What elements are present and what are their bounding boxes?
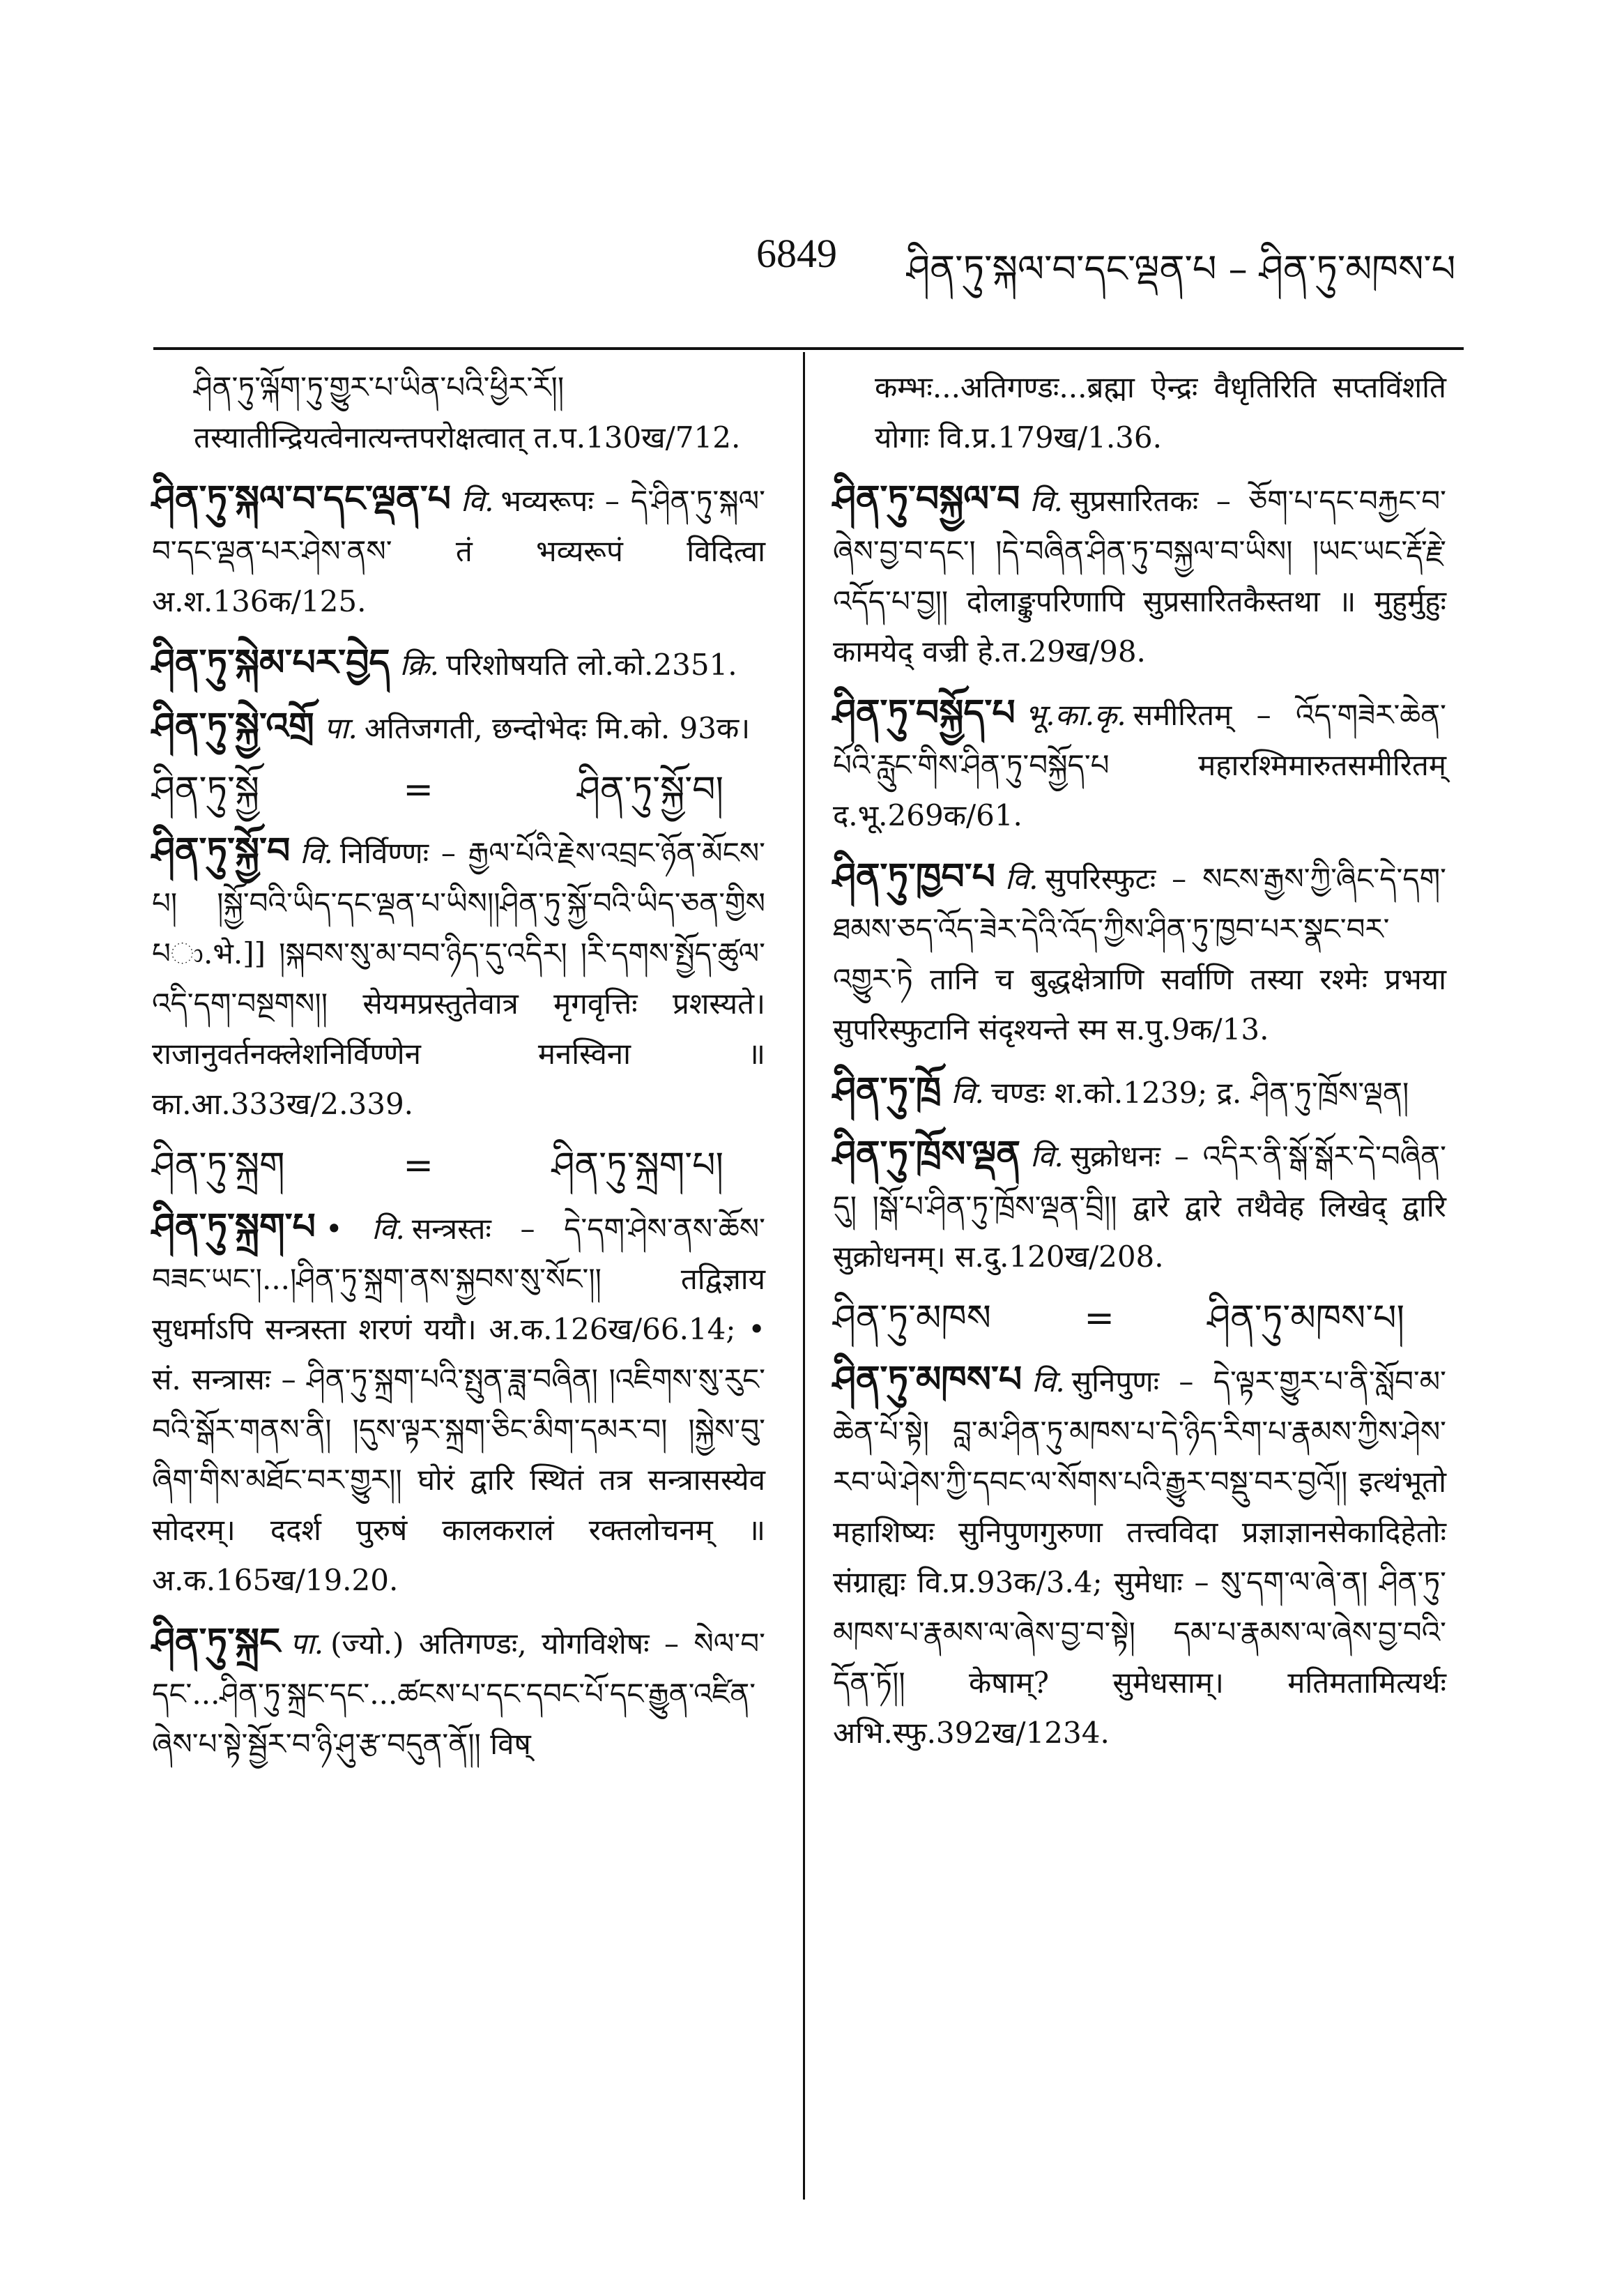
cross-reference-entry [152,1141,765,1191]
dictionary-entry [152,1617,765,1769]
headword: ཤིན་ཏུ་སྐལ་བ་དང་ལྡན་པ [152,478,451,520]
header-rule [153,347,1464,350]
entry-body: भव्यरूपः – དེ་ཤིན་ཏུ་སྐལ་བ་དང་ལྡན་པར་ཤེས་ནས་ तं भव्यरूपं विदित्वा अ.श.136क/125. [152,484,765,618]
headword: ཤིན་ཏུ་སྐྱེ་འགྲོ [152,705,314,747]
entry-body: सुपरिस्फुटः – སངས་རྒྱས་ཀྱི་ཞིང་དེ་དག་ཐམས་ཅད་འོད་ཟེར་དེའི་འོད་ཀྱིས་ཤིན་ཏུ་ཁྱབ་པར་སྣང་བར་འགྱུར་ཏེ तानि च बुद्धक्षेत्राणि सर्वाणि तस्या रश्मेः प्रभया सुपरिस्फुटानि संदृश्यन्ते स्म स.पु.9क/13. [833,862,1446,1046]
running-head: ཤིན་ཏུ་སྐལ་བ་དང་ལྡན་པ – ཤིན་ཏུ་མཁས་པ [906,247,1456,291]
cross-reference-entry [152,765,765,815]
dictionary-entry [152,1202,765,1606]
right-column [833,363,1446,1769]
cross-reference-target: ཤིན་ཏུ་མཁས་པ། [1207,1297,1404,1339]
equals-sign: = [403,1145,434,1187]
left-column [152,363,765,1781]
headword: ཤིན་ཏུ་བསྐྱལ་བ [833,478,1020,520]
part-of-speech: वि. [1032,1364,1065,1399]
part-of-speech: क्रि. [399,648,440,682]
headword: ཤིན་ཏུ་ཁྲོས་ལྡན [833,1133,1021,1175]
dictionary-entry [833,1355,1446,1758]
entry-body: चण्डः श.को.1239; द्र. ཤིན་ཏུ་ཁྲོས་ལྡན། [990,1076,1409,1110]
dictionary-entry [152,638,765,690]
entry-body: समीरितम् – འོད་གཟེར་ཆེན་པོའི་རླུང་གིས་ཤིན་ཏུ་བསྐྱོད་པ महारश्मिमारुतसमीरितम् द.भू.269क/61. [833,698,1446,832]
headword: ཤིན་ཏུ་སྐྲག་པ [152,1205,316,1248]
headword: ཤིན་ཏུ་ཁྲོ [833,1069,942,1112]
entry-continuation [152,363,765,463]
entry-continuation [833,363,1446,463]
dictionary-entry [833,474,1446,677]
headword: ཤིན་ཏུ་བསྐྱོད་པ [833,692,1016,734]
part-of-speech: वि. [1030,1139,1064,1173]
dictionary-entry [833,1129,1446,1282]
dictionary-entry [152,826,765,1129]
part-of-speech: वि. [1029,484,1063,518]
dictionary-entry [833,688,1446,841]
part-of-speech: • वि. [325,1212,405,1246]
part-of-speech: वि. [951,1076,984,1110]
cross-reference-target: ཤིན་ཏུ་སྐྱོ་བ། [577,769,723,811]
cross-reference-target: ཤིན་ཏུ་སྐྲག་པ། [551,1145,723,1187]
entry-body: सुप्रसारितकः – ཅོག་པ་དང་བརྐྱང་བ་ཞེས་བྱ་བ་དང་། །དེ་བཞིན་ཤིན་ཏུ་བསྐྱལ་བ་ཡིས། །ཡང་ཡང་རྡོ་རྗེ་འདོད་པ་བྱ།། दोलाङ्कुपरिणापि सुप्रसारितकैस्तथा ॥ मुहुर्मुहुः कामयेद् वज्री हे.त.29ख/98. [833,484,1446,669]
entry-body: (ज्यो.) अतिगण्डः, योगविशेषः – སེལ་བ་དང་...ཤིན་ཏུ་སྐྲང་དང་...ཚངས་པ་དང་དབང་པོ་དང་རྒྱུན་འཛིན་ཞེས་པ་སྟེ་སྦྱོར་བ་ཉི་ཤུ་རྩ་བདུན་ནོ།། विष् [152,1626,765,1761]
cross-reference-entry [833,1293,1446,1343]
part-of-speech: पा. [323,711,358,745]
part-of-speech: पा. [290,1626,324,1661]
entry-body: निर्विण्णः – རྒྱལ་པོའི་རྗེས་འབྲང་ཉོན་མོངས་པ། །སྐྱོ་བའི་ཡིད་དང་ལྡན་པ་ཡིས།།ཤིན་ཏུ་སྐྱོ་བའི་ཡིད་ཅན་གྱིས པා.भे.]] །སྐབས་སུ་མ་བབ་ཉིད་དུ་འདིར། །རི་དགས་སྤྱོད་ཚུལ་འདི་དག་བསྔགས།། सेयमप्रस्तुतेवात्र मृगवृत्तिः प्रशस्यते। राजानुवर्तनक्लेशनिर्विण्णेन मनस्विना ॥ का.आ.333ख/2.339. [152,836,765,1121]
entry-body: ཤིན་ཏུ་ལྐོག་ཏུ་གྱུར་པ་ཡིན་པའི་ཕྱིར་རོ།། तस्यातीन्द्रियत्वेनात्यन्तपरोक्षत्वात् त.प.130ख/712. [194,370,741,455]
headword: ཤིན་ཏུ་སྐྲག [152,1145,285,1187]
entry-body: सुनिपुणः – དེ་ལྟར་གྱུར་པ་ནི་སློབ་མ་ཆེན་པོ་སྟེ། བླ་མ་ཤིན་ཏུ་མཁས་པ་དེ་ཉིད་རིག་པ་རྣམས་ཀྱིས་ཤེས་རབ་ཡེ་ཤེས་ཀྱི་དབང་ལ་སོགས་པའི་རྒྱུར་བསྡུ་བར་བྱའོ།། इत्थंभूतो महाशिष्यः सुनिपुणगुरुणा तत्त्वविदा प्रज्ञाज्ञानसेकादिहेतोः संग्राह्यः वि.प्र.93क/3.4; सुमेधाः – སུ་དག་ལ་ཞེ་ན། ཤིན་ཏུ་མཁས་པ་རྣམས་ལ་ཞེས་བྱ་བ་སྟེ། དམ་པ་རྣམས་ལ་ཞེས་བྱ་བའི་དོན་ཏོ།། केषाम्? सुमेधसाम्। मतिमतामित्यर्थः अभि.स्फु.392ख/1234. [833,1364,1446,1750]
headword: ཤིན་ཏུ་སྐྲང [152,1620,281,1663]
dictionary-entry [833,852,1446,1055]
part-of-speech: वि. [1004,862,1039,896]
entry-body: सुक्रोधनः – འདིར་ནི་སྒོ་སྒོར་དེ་བཞིན་དུ། །སྒོ་པ་ཤིན་ཏུ་ཁྲོས་ལྡན་བྲི།། द्वारे द्वारे तथैवेह लिखेद् द्वारि सुक्रोधनम्। स.दु.120ख/208. [833,1139,1446,1274]
page-number: 6849 [756,231,837,276]
entry-body: परिशोषयति लो.को.2351. [446,648,737,682]
equals-sign: = [403,769,434,811]
entry-body: सन्त्रस्तः – དེ་དག་ཤེས་ནས་ཆོས་བཟང་ཡང་།...།ཤིན་ཏུ་སྐྲག་ནས་སྐྱབས་སུ་སོང་།། तद्विज्ञाय सुधर्माऽपि सन्त्रस्ता शरणं ययौ। अ.क.126ख/66.14; • सं. सन्त्रासः – ཤིན་ཏུ་སྐྲག་པའི་སྤུན་ཟླ་བཞིན། །འཇིགས་སུ་རུང་བའི་སྒོར་གནས་ནི། །དུས་ལྟར་སྐྲག་ཅིང་མིག་དམར་བ། །སྐྱེས་བུ་ཞིག་གིས་མཐོང་བར་གྱུར།། घोरं द्वारि स्थितं तत्र सन्त्रासस्येव सोदरम्। ददर्श पुरुषं कालकरालं रक्तलोचनम् ॥ अ.क.165ख/19.20. [152,1212,765,1597]
part-of-speech: भू.का.कृ. [1025,698,1126,732]
entry-body: कम्भः...अतिगण्डः...ब्रह्मा ऐन्द्रः वैधृतिरिति सप्तविंशति योगाः वि.प्र.179ख/1.36. [875,370,1446,455]
dictionary-entry [833,1066,1446,1118]
part-of-speech: वि. [460,484,494,518]
part-of-speech: वि. [300,836,333,870]
headword: ཤིན་ཏུ་མཁས་པ [833,1358,1022,1401]
headword: ཤིན་ཏུ་སྐྱོ [152,769,260,811]
dictionary-entry [152,474,765,627]
headword: ཤིན་ཏུ་ཁྱབ་པ [833,855,995,898]
headword: ཤིན་ཏུ་སྐྱོ་བ [152,830,291,872]
equals-sign: = [1084,1297,1114,1339]
entry-body: अतिजगती, छन्दोभेदः मि.को. 93क। [364,711,751,745]
headword: ཤིན་ཏུ་མཁས [833,1297,991,1339]
column-divider [803,352,805,2200]
dictionary-entry [152,701,765,754]
headword: ཤིན་ཏུ་སྐེམ་པར་བྱེད [152,641,390,684]
